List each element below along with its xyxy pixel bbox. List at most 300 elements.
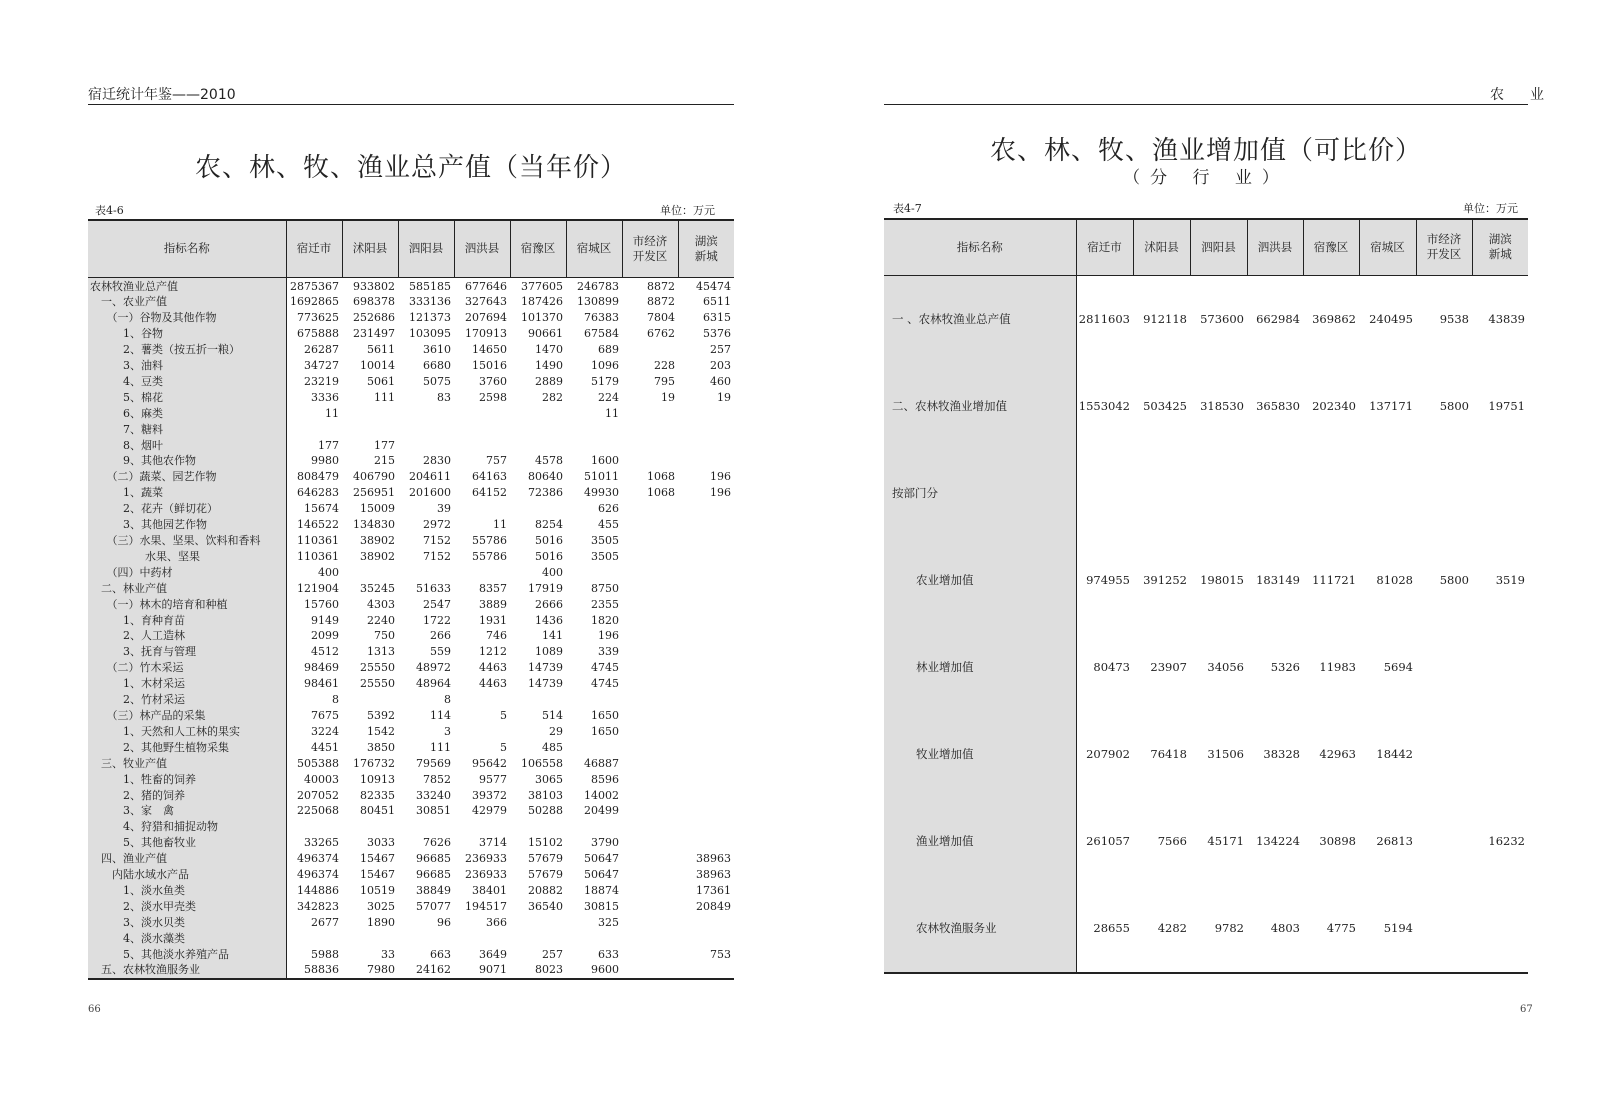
table-cell xyxy=(678,581,734,597)
table-cell: 677646 xyxy=(465,279,507,293)
table-cell: 6680 xyxy=(423,359,451,373)
column-header: 泗阳县 xyxy=(398,220,454,277)
table-row xyxy=(88,533,734,549)
table-cell xyxy=(454,819,510,835)
table-cell: 15009 xyxy=(360,502,395,516)
table-cell xyxy=(1416,885,1472,973)
table-cell: 57679 xyxy=(528,868,563,882)
table-cell: 33240 xyxy=(416,788,451,802)
table-cell: 5075 xyxy=(423,374,451,388)
table-row xyxy=(88,724,734,740)
table-cell xyxy=(678,915,734,931)
table-cell xyxy=(678,740,734,756)
row-label: （三）水果、坚果、饮料和香料 xyxy=(88,533,286,549)
table-cell xyxy=(1416,450,1472,537)
table-cell: 8023 xyxy=(535,963,563,977)
table-row xyxy=(88,740,734,756)
table-cell: 110361 xyxy=(297,534,339,547)
table-cell: 187426 xyxy=(521,295,563,309)
table-cell: 327643 xyxy=(465,295,507,309)
table-cell: 33 xyxy=(381,947,395,961)
left-unit-label: 单位：万元 xyxy=(660,204,715,217)
row-label: 9、其他农作物 xyxy=(88,453,286,469)
table-cell: 20499 xyxy=(584,804,619,818)
table-cell xyxy=(1416,624,1472,711)
table-cell: 121373 xyxy=(409,311,451,325)
table-cell xyxy=(622,803,678,819)
table-cell: 96685 xyxy=(416,868,451,882)
table-cell: 50647 xyxy=(584,868,619,882)
table-cell: 369862 xyxy=(1312,312,1356,326)
table-cell: 38401 xyxy=(472,883,507,897)
table-cell: 646283 xyxy=(297,486,339,500)
table-cell: 573600 xyxy=(1200,312,1244,326)
table-cell: 67584 xyxy=(584,327,619,341)
row-label: 7、糖料 xyxy=(88,422,286,438)
table-cell: 101370 xyxy=(521,311,563,325)
table-cell: 757 xyxy=(486,454,507,468)
row-label: 8、烟叶 xyxy=(88,438,286,454)
table-cell: 114 xyxy=(430,708,451,722)
table-cell: 5694 xyxy=(1383,660,1413,674)
table-row xyxy=(88,406,734,422)
table-cell: 1089 xyxy=(535,645,563,659)
row-label: 一、农业产值 xyxy=(88,294,286,310)
table-cell xyxy=(622,708,678,724)
table-row xyxy=(88,374,734,390)
table-cell: 342823 xyxy=(297,899,339,913)
table-cell: 45171 xyxy=(1207,834,1244,848)
table-row xyxy=(88,835,734,851)
table-cell: 9980 xyxy=(311,454,339,468)
table-cell: 1650 xyxy=(591,724,619,738)
right-page-number: 67 xyxy=(1520,1004,1533,1015)
table-row xyxy=(88,867,734,883)
table-cell: 240495 xyxy=(1369,312,1413,326)
right-page-subtitle: （分 行 业） xyxy=(1123,168,1289,188)
table-cell: 750 xyxy=(374,629,395,643)
table-cell: 177 xyxy=(374,438,395,452)
row-label: （二）蔬菜、园艺作物 xyxy=(88,469,286,485)
table-cell: 4578 xyxy=(535,454,563,468)
table-cell xyxy=(622,438,678,454)
table-cell: 5392 xyxy=(367,708,395,722)
table-cell xyxy=(678,676,734,692)
table-cell: 16232 xyxy=(1488,834,1525,848)
table-cell: 207902 xyxy=(1086,747,1130,761)
column-header-name: 指标名称 xyxy=(884,219,1076,275)
table-cell: 141 xyxy=(542,629,563,643)
table-row xyxy=(88,899,734,915)
table-cell: 10014 xyxy=(360,359,395,373)
table-cell: 912118 xyxy=(1143,312,1187,326)
table-cell xyxy=(622,931,678,947)
table-cell: 9538 xyxy=(1439,312,1469,326)
table-cell: 325 xyxy=(598,915,619,929)
table-cell: 808479 xyxy=(297,470,339,484)
table-cell xyxy=(342,422,398,438)
table-cell: 318530 xyxy=(1200,399,1244,413)
table-row xyxy=(88,756,734,772)
table-cell: 170913 xyxy=(465,327,507,341)
table-cell: 80451 xyxy=(360,804,395,818)
table-cell xyxy=(398,438,454,454)
table-cell: 198015 xyxy=(1200,573,1244,587)
row-label: （一）谷物及其他作物 xyxy=(88,310,286,326)
table-cell: 3790 xyxy=(591,836,619,850)
table-cell: 559 xyxy=(430,645,451,659)
table-cell: 7980 xyxy=(367,963,395,977)
row-label: 2、其他野生植物采集 xyxy=(88,740,286,756)
table-cell: 8254 xyxy=(535,518,563,532)
table-cell xyxy=(398,819,454,835)
table-cell xyxy=(510,422,566,438)
row-label: 5、棉花 xyxy=(88,390,286,406)
table-cell: 974955 xyxy=(1086,573,1130,587)
table-cell: 3760 xyxy=(479,374,507,388)
table-cell: 38902 xyxy=(360,549,395,563)
table-cell: 5611 xyxy=(367,343,395,357)
row-label: 三、牧业产值 xyxy=(88,756,286,772)
column-header: 湖滨 新城 xyxy=(678,220,734,277)
right-page-title: 农、林、牧、渔业增加值（可比价） xyxy=(989,136,1422,166)
table-cell: 38963 xyxy=(696,852,731,866)
table-cell: 2875367 xyxy=(290,279,339,293)
table-row xyxy=(884,450,1528,537)
column-header: 宿迁市 xyxy=(1076,219,1133,275)
table-cell: 266 xyxy=(430,629,451,643)
table-cell: 231497 xyxy=(353,327,395,341)
table-row xyxy=(88,390,734,406)
table-cell xyxy=(622,676,678,692)
row-label: 5、其他畜牧业 xyxy=(88,835,286,851)
table-cell: 64163 xyxy=(472,470,507,484)
table-cell xyxy=(678,565,734,581)
table-cell: 225068 xyxy=(297,804,339,818)
table-cell: 9071 xyxy=(479,963,507,977)
table-cell: 7626 xyxy=(423,836,451,850)
table-cell: 8 xyxy=(444,693,451,707)
table-cell: 4282 xyxy=(1157,921,1187,935)
table-cell xyxy=(678,724,734,740)
table-cell xyxy=(678,931,734,947)
table-cell: 48964 xyxy=(416,677,451,691)
table-row xyxy=(88,565,734,581)
table-cell: 257 xyxy=(542,947,563,961)
row-label: 二、农林牧渔业增加值 xyxy=(884,363,1076,450)
row-label: 2、薯类（按五折一粮） xyxy=(88,342,286,358)
table-cell: 9600 xyxy=(591,963,619,977)
table-row xyxy=(88,660,734,676)
table-cell xyxy=(398,422,454,438)
table-cell xyxy=(454,422,510,438)
table-cell xyxy=(1190,450,1247,537)
table-cell: 177 xyxy=(318,438,339,452)
table-cell: 34727 xyxy=(304,359,339,373)
table-cell: 82335 xyxy=(360,788,395,802)
table-cell: 1313 xyxy=(367,645,395,659)
table-cell xyxy=(566,931,622,947)
table-cell: 455 xyxy=(598,518,619,532)
table-cell: 64152 xyxy=(472,486,507,500)
table-cell: 15760 xyxy=(304,597,339,611)
right-unit-label: 单位：万元 xyxy=(1463,202,1518,215)
table-row xyxy=(88,803,734,819)
table-cell xyxy=(678,438,734,454)
table-cell xyxy=(622,597,678,613)
table-cell: 3850 xyxy=(367,740,395,754)
table-cell: 1650 xyxy=(591,708,619,722)
table-cell xyxy=(1472,711,1528,798)
column-header: 宿迁市 xyxy=(286,220,342,277)
row-label: 农林牧渔业总产值 xyxy=(88,277,286,294)
table-cell: 4512 xyxy=(311,645,339,659)
table-cell: 333136 xyxy=(409,295,451,309)
table-cell: 20882 xyxy=(528,883,563,897)
table-cell: 42963 xyxy=(1319,747,1356,761)
table-cell: 4775 xyxy=(1326,921,1356,935)
row-label: 按部门分 xyxy=(884,450,1076,537)
table-cell xyxy=(510,931,566,947)
table-row xyxy=(88,310,734,326)
table-cell: 111721 xyxy=(1312,573,1356,587)
table-cell: 3336 xyxy=(311,390,339,404)
table-cell: 39372 xyxy=(472,788,507,802)
table-cell: 49930 xyxy=(584,486,619,500)
table-cell xyxy=(398,931,454,947)
table-row xyxy=(88,613,734,629)
column-header: 宿城区 xyxy=(566,220,622,277)
table-cell: 5 xyxy=(500,708,507,722)
table-cell xyxy=(622,899,678,915)
table-cell: 19 xyxy=(717,390,731,404)
table-cell: 1553042 xyxy=(1078,399,1130,413)
table-cell: 1068 xyxy=(647,470,675,484)
table-cell: 460 xyxy=(710,374,731,388)
table-cell: 1722 xyxy=(423,613,451,627)
table-cell xyxy=(678,708,734,724)
table-cell xyxy=(622,565,678,581)
table-cell: 24162 xyxy=(416,963,451,977)
table-cell xyxy=(622,835,678,851)
table-cell: 626 xyxy=(598,502,619,516)
table-cell: 6511 xyxy=(703,295,731,309)
table-cell: 36540 xyxy=(528,899,563,913)
table-cell: 35245 xyxy=(360,581,395,595)
table-cell: 746 xyxy=(486,629,507,643)
table-cell: 23907 xyxy=(1150,660,1187,674)
right-table-id: 表4-7 xyxy=(893,202,922,215)
table-cell xyxy=(566,565,622,581)
table-cell: 76418 xyxy=(1150,747,1187,761)
table-row xyxy=(884,885,1528,973)
table-cell: 15102 xyxy=(528,836,563,850)
table-cell xyxy=(678,533,734,549)
table-cell: 7804 xyxy=(647,311,675,325)
row-label: 3、油料 xyxy=(88,358,286,374)
table-cell: 207052 xyxy=(297,788,339,802)
table-cell: 2355 xyxy=(591,597,619,611)
table-cell: 51633 xyxy=(416,581,451,595)
row-label: 1、谷物 xyxy=(88,326,286,342)
table-row xyxy=(88,947,734,963)
table-cell: 30815 xyxy=(584,899,619,913)
table-cell: 1096 xyxy=(591,359,619,373)
table-cell: 29 xyxy=(549,724,563,738)
table-cell xyxy=(454,931,510,947)
table-cell: 514 xyxy=(542,708,563,722)
row-label: 1、淡水鱼类 xyxy=(88,883,286,899)
table-cell xyxy=(1416,798,1472,885)
table-cell xyxy=(622,613,678,629)
table-cell: 48972 xyxy=(416,661,451,675)
row-label: （三）林产品的采集 xyxy=(88,708,286,724)
row-label: （四）中药材 xyxy=(88,565,286,581)
table-cell: 14739 xyxy=(528,677,563,691)
table-cell xyxy=(678,692,734,708)
table-cell xyxy=(622,740,678,756)
table-cell xyxy=(454,724,510,740)
row-label: 3、家 禽 xyxy=(88,803,286,819)
column-header: 湖滨 新城 xyxy=(1472,219,1528,275)
row-label: 2、花卉（鲜切花） xyxy=(88,501,286,517)
table-cell xyxy=(1076,450,1133,537)
table-cell: 224 xyxy=(598,390,619,404)
column-header: 泗洪县 xyxy=(1247,219,1303,275)
table-cell: 3505 xyxy=(591,534,619,547)
table-cell xyxy=(510,438,566,454)
table-cell: 400 xyxy=(318,565,339,579)
table-cell: 81028 xyxy=(1376,573,1413,587)
table-cell: 773625 xyxy=(297,311,339,325)
table-cell: 1490 xyxy=(535,359,563,373)
table-cell: 4303 xyxy=(367,597,395,611)
column-header-name: 指标名称 xyxy=(88,220,286,277)
table-cell xyxy=(1247,450,1303,537)
table-cell xyxy=(454,692,510,708)
row-label: 1、牲畜的饲养 xyxy=(88,772,286,788)
table-cell: 246783 xyxy=(577,279,619,293)
table-cell: 1542 xyxy=(367,724,395,738)
table-row xyxy=(88,692,734,708)
table-cell: 1931 xyxy=(479,613,507,627)
table-row xyxy=(88,438,734,454)
table-row xyxy=(884,798,1528,885)
table-cell: 51011 xyxy=(584,470,619,484)
table-cell xyxy=(622,644,678,660)
table-cell xyxy=(566,692,622,708)
table-cell xyxy=(566,740,622,756)
table-cell xyxy=(1472,450,1528,537)
table-cell xyxy=(622,788,678,804)
table-cell: 5 xyxy=(500,740,507,754)
row-label: 1、育种育苗 xyxy=(88,613,286,629)
table-row xyxy=(88,676,734,692)
table-cell: 3224 xyxy=(311,724,339,738)
table-cell: 2598 xyxy=(479,390,507,404)
table-cell: 5194 xyxy=(1383,921,1413,935)
table-row xyxy=(884,363,1528,450)
table-cell: 10913 xyxy=(360,772,395,786)
table-cell: 196 xyxy=(598,629,619,643)
table-cell: 3505 xyxy=(591,549,619,563)
table-cell: 689 xyxy=(598,343,619,357)
row-label: 农林牧渔服务业 xyxy=(884,885,1076,973)
table-cell: 8 xyxy=(332,693,339,707)
table-cell xyxy=(622,772,678,788)
table-cell xyxy=(678,819,734,835)
table-cell xyxy=(622,549,678,565)
table-cell: 3649 xyxy=(479,947,507,961)
left-table-id: 表4-6 xyxy=(95,204,124,217)
table-cell xyxy=(510,406,566,422)
table-cell xyxy=(622,851,678,867)
table-cell xyxy=(566,438,622,454)
column-header: 宿城区 xyxy=(1359,219,1416,275)
table-cell xyxy=(510,501,566,517)
table-cell: 17919 xyxy=(528,581,563,595)
table-cell: 14650 xyxy=(472,343,507,357)
table-cell xyxy=(454,565,510,581)
table-cell: 339 xyxy=(598,645,619,659)
row-label: 6、麻类 xyxy=(88,406,286,422)
table-cell xyxy=(342,692,398,708)
left-page-title: 农、林、牧、渔业总产值（当年价） xyxy=(194,153,627,183)
table-row xyxy=(88,851,734,867)
table-cell: 90661 xyxy=(528,327,563,341)
table-cell xyxy=(622,867,678,883)
table-cell: 2811603 xyxy=(1078,312,1130,326)
table-cell xyxy=(622,883,678,899)
table-row xyxy=(884,711,1528,798)
table-cell: 25550 xyxy=(360,661,395,675)
table-cell: 111 xyxy=(430,740,451,754)
table-header-row xyxy=(88,220,734,277)
table-cell: 236933 xyxy=(465,852,507,866)
row-label: 4、狩猎和捕捉动物 xyxy=(88,819,286,835)
table-cell: 14739 xyxy=(528,661,563,675)
table-cell: 1068 xyxy=(647,486,675,500)
table-row xyxy=(88,517,734,533)
table-row xyxy=(88,708,734,724)
table-cell: 18874 xyxy=(584,883,619,897)
table-cell: 33265 xyxy=(304,836,339,850)
table-cell: 202340 xyxy=(1312,399,1356,413)
table-cell: 79569 xyxy=(416,756,451,770)
table-row xyxy=(88,581,734,597)
row-label: 2、猪的饲养 xyxy=(88,788,286,804)
table-cell: 2240 xyxy=(367,613,395,627)
table-cell: 4463 xyxy=(479,677,507,691)
row-label: 一 、农林牧渔业总产值 xyxy=(884,275,1076,363)
table-cell xyxy=(286,422,342,438)
table-cell xyxy=(622,819,678,835)
table-row xyxy=(88,294,734,310)
table-cell: 194517 xyxy=(465,899,507,913)
table-cell xyxy=(678,756,734,772)
table-cell: 55786 xyxy=(472,549,507,563)
table-row xyxy=(88,549,734,565)
table-cell: 8872 xyxy=(647,279,675,293)
column-header: 沭阳县 xyxy=(1133,219,1190,275)
table-cell: 111 xyxy=(374,390,395,404)
column-header: 宿豫区 xyxy=(1303,219,1359,275)
column-header: 市经济 开发区 xyxy=(1416,219,1472,275)
table-cell xyxy=(622,517,678,533)
table-cell: 5326 xyxy=(1270,660,1300,674)
table-cell xyxy=(1472,885,1528,973)
table-cell: 8596 xyxy=(591,772,619,786)
